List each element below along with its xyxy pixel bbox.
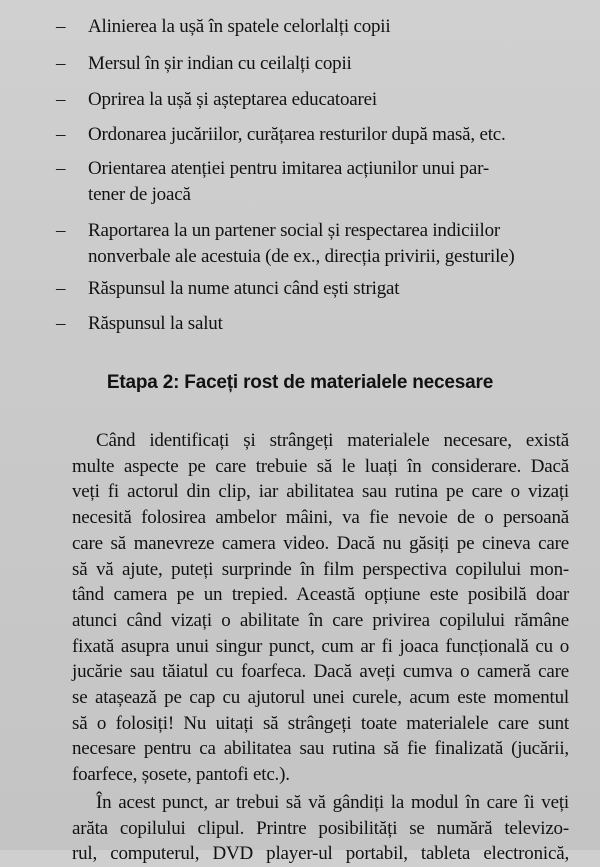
list-item-text: Ordonarea jucăriilor, curățarea resturilor după masă, etc. <box>88 124 506 145</box>
list-item <box>56 14 576 40</box>
dash-marker: – <box>56 313 66 334</box>
text-line: În acest punct, ar trebui să vă gândiți la modul în care îi veți <box>96 792 569 813</box>
list-item-text: Oprirea la ușă și așteptarea educatoarei <box>88 89 377 110</box>
text-line: atunci când vizați o abilitate în care privirea copilului rămâne <box>72 609 569 631</box>
text-line: să o folosiți! Nu uitați să strângeți toate materialele care sunt <box>72 712 569 734</box>
dash-marker: – <box>56 158 66 179</box>
list-item <box>56 276 576 302</box>
list-item <box>56 87 576 113</box>
list-item-text: Mersul în șir indian cu ceilalți copii <box>88 53 352 74</box>
text-line: veți fi actorul din clip, iar abilitatea sau rutina pe care o vizați <box>72 481 569 503</box>
list-item <box>56 122 576 148</box>
text-line: Când identificați și strângeți materialele necesare, există <box>96 430 569 451</box>
list-item-text: Orientarea atenției pentru imitarea acțiunilor unui par- <box>88 158 489 179</box>
list-item-text: Răspunsul la nume atunci când ești strigat <box>88 278 400 299</box>
list-item-text: nonverbale ale acestuia (de ex., direcția privirii, gesturile) <box>88 246 515 267</box>
list-item-text: Alinierea la ușă în spatele celorlalți copii <box>88 16 391 37</box>
list-item <box>56 156 576 208</box>
text-line: necesare pentru ca abilitatea sau rutina să fie finalizată (jucării, <box>72 738 569 760</box>
text-line: multe aspecte pe care trebuie să le luați în considerare. Dacă <box>72 455 569 477</box>
dash-marker: – <box>56 53 66 74</box>
text-line: rul, computerul, DVD player-ul portabil, tableta electronică, <box>72 843 569 865</box>
paragraph <box>72 428 569 788</box>
text-line: foarfece, șosete, pantofi etc.). <box>72 764 290 786</box>
list-item-text: Răspunsul la salut <box>88 313 223 334</box>
text-line: arăta copilului clipul. Printre posibilități se numără televizo- <box>72 817 569 839</box>
dash-marker: – <box>56 89 66 110</box>
text-line: necesită folosirea ambelor mâini, va fie nevoie de o persoană <box>72 507 569 529</box>
section-heading: Etapa 2: Faceți rost de materialele necesare <box>106 372 494 393</box>
text-line: care să manevreze camera video. Dacă nu găsiți pe cineva care <box>72 532 569 554</box>
text-line: tând camera pe un trepied. Această opțiune este posibilă doar <box>72 584 569 606</box>
list-item <box>56 218 576 270</box>
text-line: se atașează pe cap cu ajutorul unei curele, acum este momentul <box>72 687 569 709</box>
paragraph <box>72 790 569 867</box>
dash-marker: – <box>56 124 66 145</box>
text-line: să vă ajute, puteți surprinde în film perspectiva copilului mon- <box>72 558 569 580</box>
dash-marker: – <box>56 16 66 37</box>
text-line: fixată asupra unui singur punct, cum ar fi joaca funcțională cu o <box>72 635 569 657</box>
list-item-text: Raportarea la un partener social și respectarea indiciilor <box>88 220 501 241</box>
list-item <box>56 311 576 337</box>
dash-marker: – <box>56 278 66 299</box>
list-item <box>56 51 576 77</box>
list-item-text: tener de joacă <box>88 184 191 205</box>
dash-marker: – <box>56 220 66 241</box>
text-line: jucărie sau tăiatul cu foarfeca. Dacă aveți cumva o cameră care <box>72 661 569 683</box>
